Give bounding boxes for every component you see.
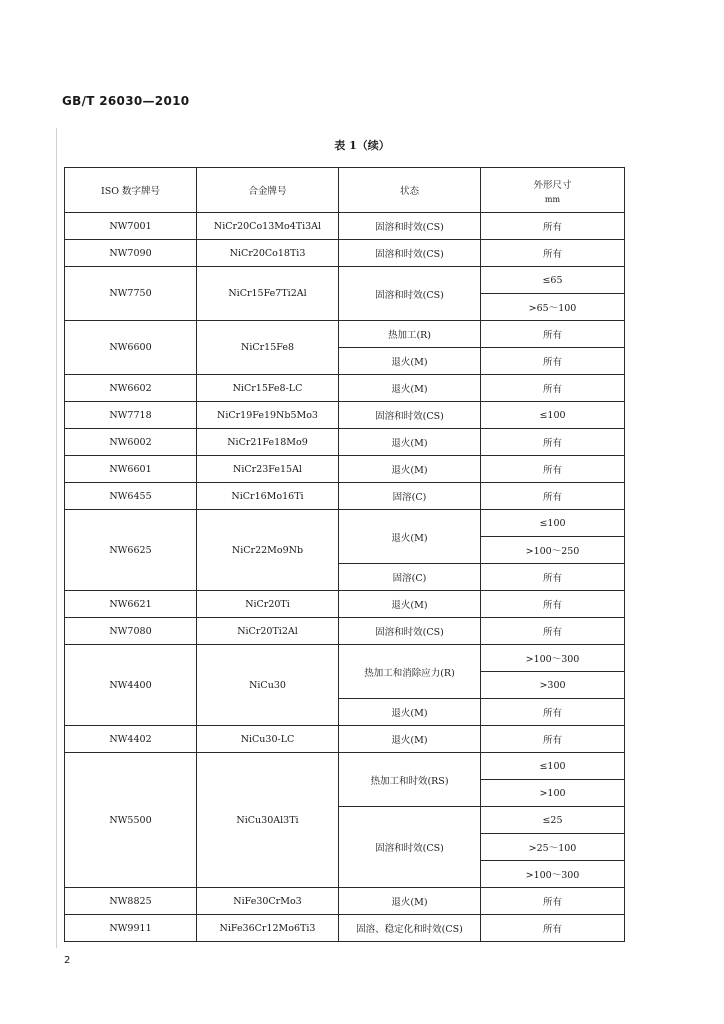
table-row [65, 429, 625, 456]
condition-cell: 退火(M) [339, 726, 481, 753]
dimension-cell: 所有 [481, 699, 625, 726]
page-number: 2 [64, 955, 71, 966]
dimension-cell: 所有 [481, 348, 625, 375]
dimension-cell: 所有 [481, 456, 625, 483]
condition-cell: 热加工和时效(RS) [339, 753, 481, 807]
dimension-cell: 所有 [481, 564, 625, 591]
iso-number-cell: NW6602 [65, 375, 197, 402]
iso-number-cell: NW6601 [65, 456, 197, 483]
iso-number-cell: NW5500 [65, 753, 197, 888]
alloy-grade-cell: NiCr15Fe8 [197, 321, 339, 375]
dimension-cell: >100 [481, 780, 625, 807]
dimension-cell: 所有 [481, 618, 625, 645]
condition-cell: 固溶和时效(CS) [339, 240, 481, 267]
dimension-cell: >100～300 [481, 861, 625, 888]
table-row [65, 267, 625, 294]
iso-number-cell: NW7090 [65, 240, 197, 267]
condition-cell: 固溶和时效(CS) [339, 618, 481, 645]
dimension-unit: mm [544, 194, 561, 204]
alloy-table [64, 167, 625, 942]
iso-number-cell: NW6002 [65, 429, 197, 456]
dimension-cell: ≤25 [481, 807, 625, 834]
iso-number-cell: NW9911 [65, 915, 197, 942]
alloy-grade-cell: NiCr20Ti2Al [197, 618, 339, 645]
condition-cell: 固溶(C) [339, 564, 481, 591]
table-row [65, 321, 625, 348]
iso-number-cell: NW7001 [65, 213, 197, 240]
condition-cell: 退火(M) [339, 456, 481, 483]
iso-number-cell: NW7718 [65, 402, 197, 429]
dimension-cell: 所有 [481, 483, 625, 510]
alloy-grade-cell: NiCr19Fe19Nb5Mo3 [197, 402, 339, 429]
table-row [65, 213, 625, 240]
dimension-cell: ≤100 [481, 753, 625, 780]
condition-cell: 退火(M) [339, 348, 481, 375]
alloy-grade-cell: NiCr20Co13Mo4Ti3Al [197, 213, 339, 240]
column-header-alloy-grade: 合金牌号 [197, 168, 339, 213]
table-row [65, 618, 625, 645]
table-row [65, 888, 625, 915]
alloy-grade-cell: NiCr22Mo9Nb [197, 510, 339, 591]
column-header-dimension [481, 168, 625, 213]
alloy-grade-cell: NiFe30CrMo3 [197, 888, 339, 915]
alloy-grade-cell: NiCr15Fe8-LC [197, 375, 339, 402]
dimension-cell: ≤100 [481, 402, 625, 429]
dimension-cell: 所有 [481, 429, 625, 456]
table-row [65, 375, 625, 402]
condition-cell: 热加工和消除应力(R) [339, 645, 481, 699]
iso-number-cell: NW7750 [65, 267, 197, 321]
table-row [65, 402, 625, 429]
dimension-cell: 所有 [481, 591, 625, 618]
dimension-cell: 所有 [481, 240, 625, 267]
condition-cell: 退火(M) [339, 429, 481, 456]
condition-cell: 热加工(R) [339, 321, 481, 348]
dimension-cell: 所有 [481, 888, 625, 915]
condition-cell: 退火(M) [339, 699, 481, 726]
alloy-grade-cell: NiCu30 [197, 645, 339, 726]
alloy-grade-cell: NiCr16Mo16Ti [197, 483, 339, 510]
condition-cell: 退火(M) [339, 888, 481, 915]
column-header-condition: 状态 [339, 168, 481, 213]
condition-cell: 退火(M) [339, 591, 481, 618]
dimension-cell: ≤65 [481, 267, 625, 294]
margin-rule [56, 128, 57, 948]
condition-cell: 固溶和时效(CS) [339, 267, 481, 321]
table-row [65, 456, 625, 483]
dimension-cell: >65～100 [481, 294, 625, 321]
alloy-grade-cell: NiCr23Fe15Al [197, 456, 339, 483]
table-row [65, 645, 625, 672]
column-header-iso-number: ISO 数字牌号 [65, 168, 197, 213]
dimension-cell: >300 [481, 672, 625, 699]
condition-cell: 固溶、稳定化和时效(CS) [339, 915, 481, 942]
dimension-cell: 所有 [481, 915, 625, 942]
iso-number-cell: NW4402 [65, 726, 197, 753]
condition-cell: 退火(M) [339, 375, 481, 402]
condition-cell: 退火(M) [339, 510, 481, 564]
alloy-grade-cell: NiCr15Fe7Ti2Al [197, 267, 339, 321]
table-header-row [65, 168, 625, 213]
alloy-grade-cell: NiCu30-LC [197, 726, 339, 753]
alloy-grade-cell: NiCr20Co18Ti3 [197, 240, 339, 267]
dimension-cell: ≤100 [481, 510, 625, 537]
dimension-cell: >25～100 [481, 834, 625, 861]
table-row [65, 510, 625, 537]
dimension-cell: 所有 [481, 375, 625, 402]
table-row [65, 915, 625, 942]
iso-number-cell: NW6600 [65, 321, 197, 375]
dimension-cell: 所有 [481, 321, 625, 348]
alloy-grade-cell: NiCr20Ti [197, 591, 339, 618]
iso-number-cell: NW8825 [65, 888, 197, 915]
iso-number-cell: NW4400 [65, 645, 197, 726]
dimension-cell: >100～300 [481, 645, 625, 672]
dimension-cell: 所有 [481, 726, 625, 753]
condition-cell: 固溶和时效(CS) [339, 402, 481, 429]
iso-number-cell: NW6455 [65, 483, 197, 510]
table-row [65, 591, 625, 618]
table-row [65, 240, 625, 267]
table-row [65, 753, 625, 780]
table-row [65, 726, 625, 753]
dimension-cell: >100～250 [481, 537, 625, 564]
dimension-cell: 所有 [481, 213, 625, 240]
condition-cell: 固溶和时效(CS) [339, 213, 481, 240]
alloy-grade-cell: NiCu30Al3Ti [197, 753, 339, 888]
alloy-grade-cell: NiCr21Fe18Mo9 [197, 429, 339, 456]
alloy-grade-cell: NiFe36Cr12Mo6Ti3 [197, 915, 339, 942]
condition-cell: 固溶和时效(CS) [339, 807, 481, 888]
iso-number-cell: NW6621 [65, 591, 197, 618]
condition-cell: 固溶(C) [339, 483, 481, 510]
table-row [65, 483, 625, 510]
iso-number-cell: NW7080 [65, 618, 197, 645]
dimension-label: 外形尺寸 [533, 179, 572, 191]
iso-number-cell: NW6625 [65, 510, 197, 591]
standard-code: GB/T 26030—2010 [62, 94, 190, 108]
table-caption: 表 1（续） [334, 139, 390, 152]
